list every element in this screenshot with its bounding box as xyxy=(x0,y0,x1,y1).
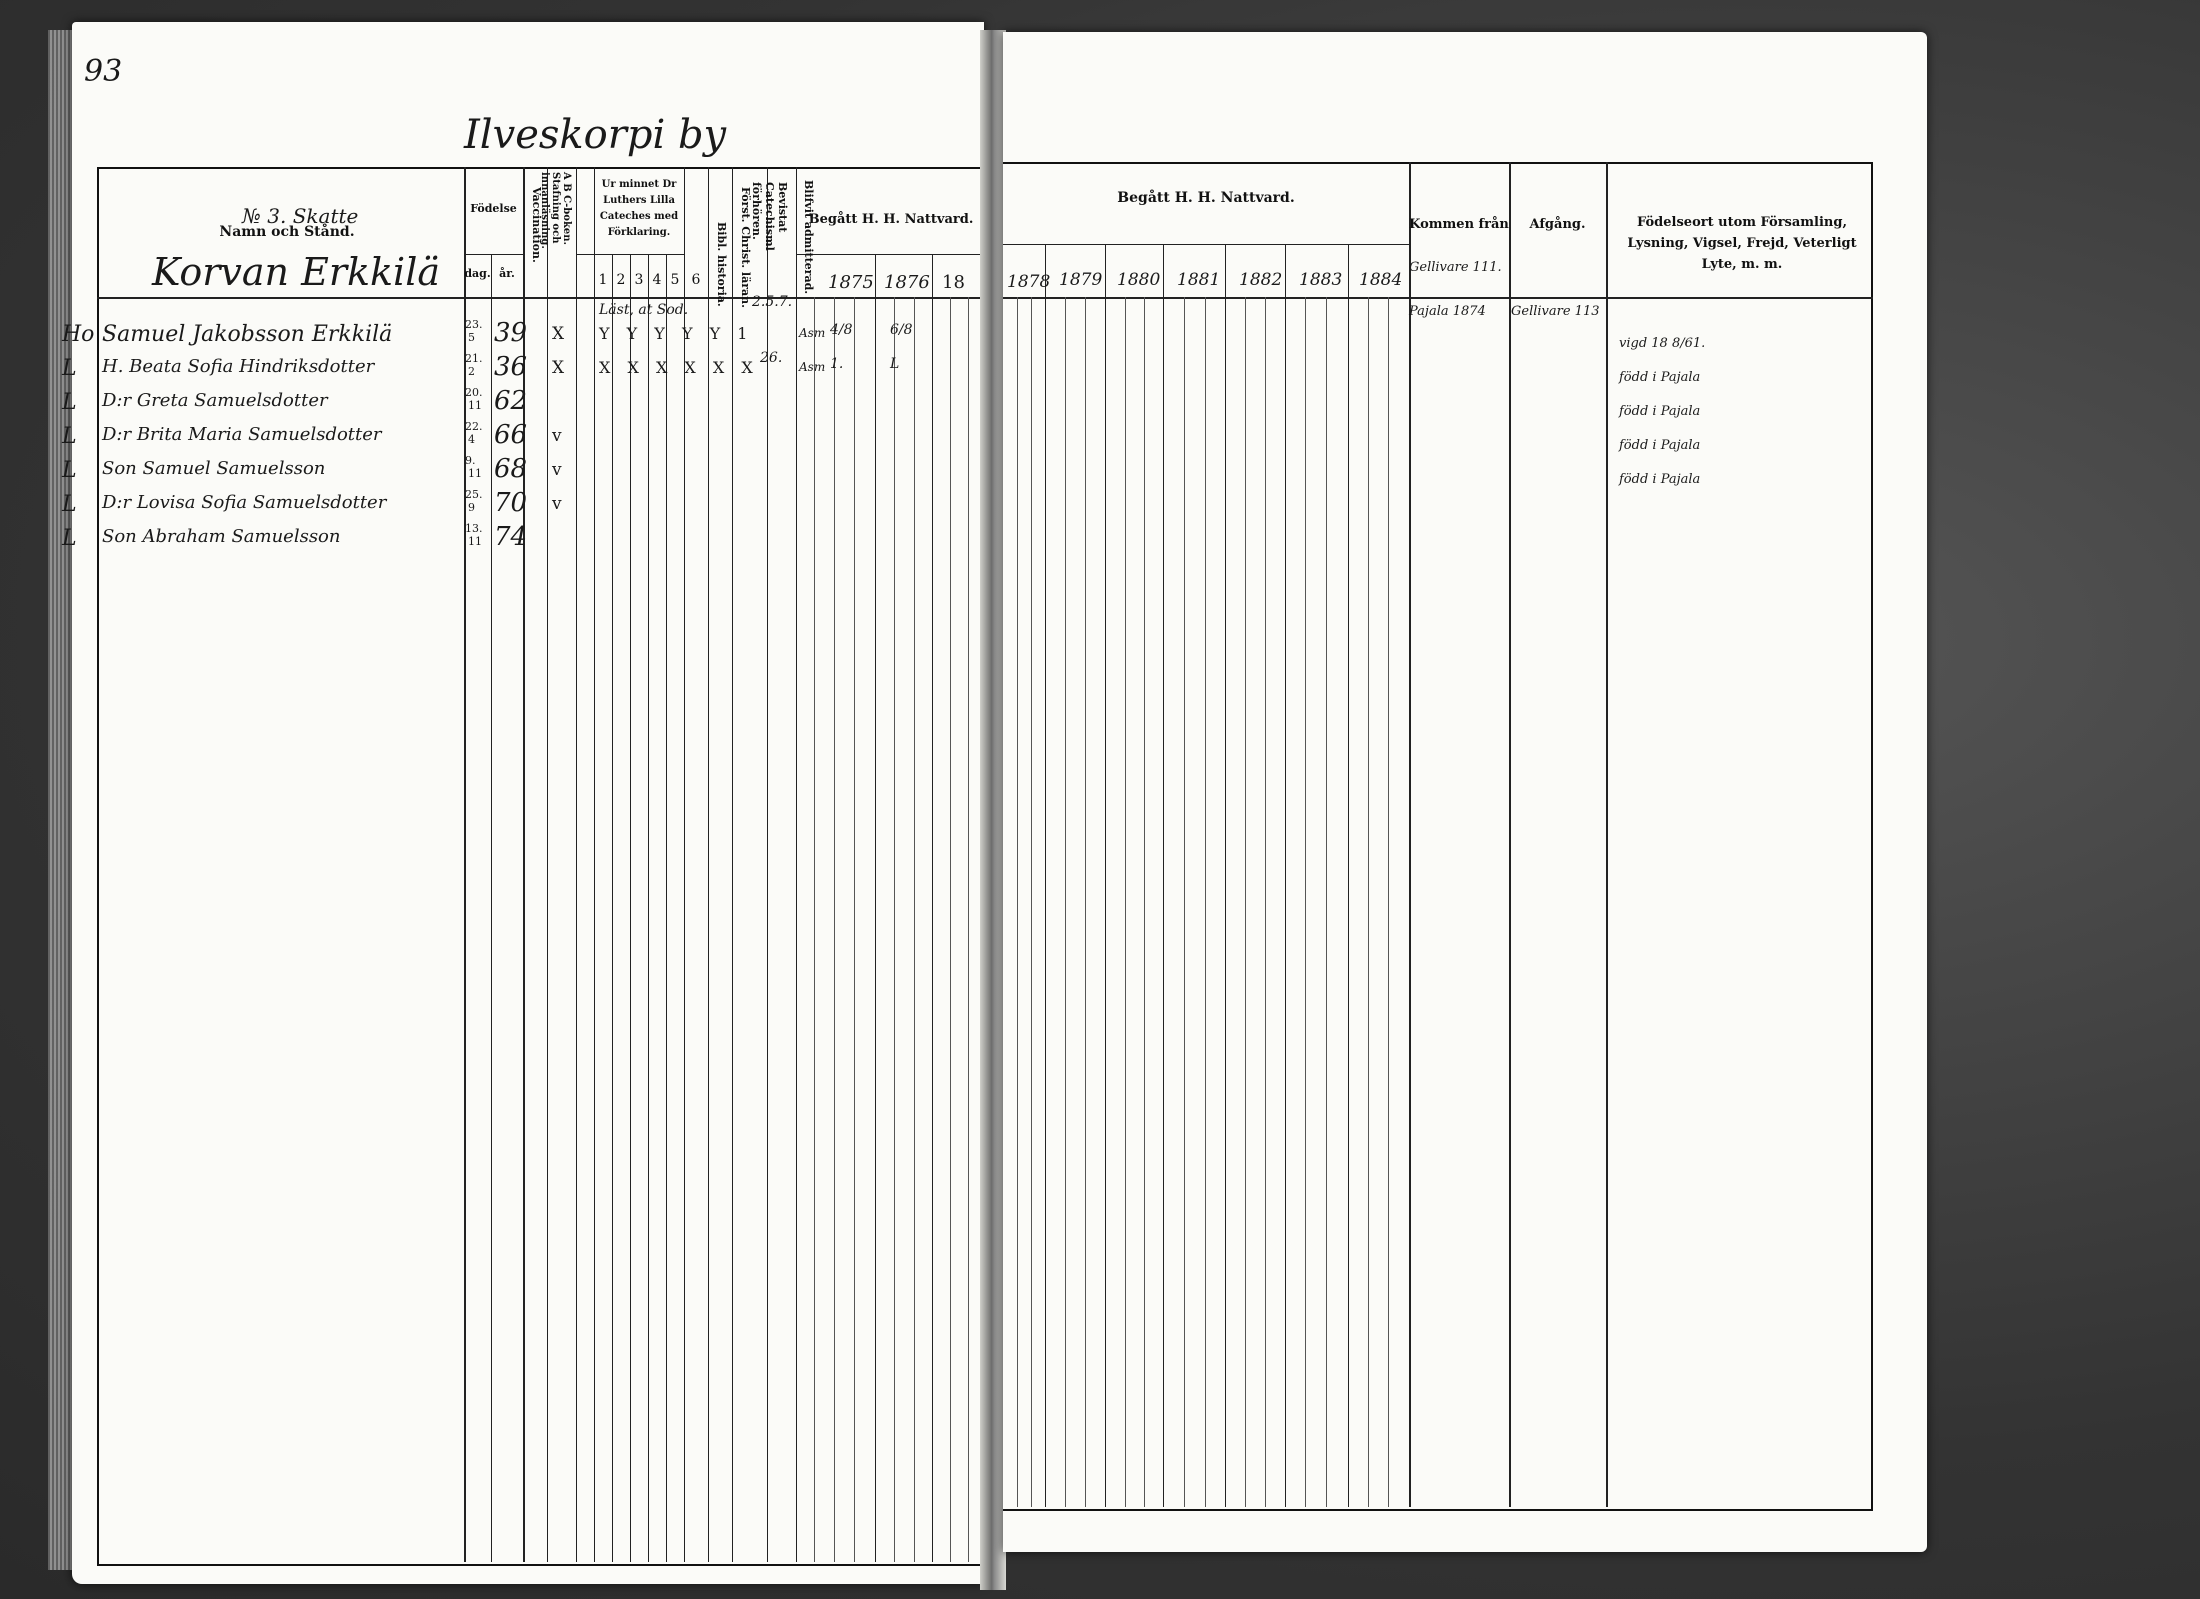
year-18: 18 xyxy=(942,272,965,293)
rule-line xyxy=(950,297,951,1562)
communion-1876: L xyxy=(890,356,900,372)
vaccination-mark: v xyxy=(552,494,562,514)
village-name: Ilveskorpi by xyxy=(464,112,727,158)
person-mark: Ho xyxy=(62,322,95,347)
year-1879: 1879 xyxy=(1059,270,1103,290)
rule-line xyxy=(1125,297,1126,1507)
communion-1876: 6/8 xyxy=(890,322,913,338)
rule-line xyxy=(854,297,855,1562)
left-page xyxy=(62,22,984,1584)
person-mark: L xyxy=(62,390,77,415)
year-1882: 1882 xyxy=(1239,270,1283,290)
birth-month: 11 xyxy=(468,467,482,480)
note-value: född i Pajala xyxy=(1619,404,1701,419)
year-1876: 1876 xyxy=(884,272,930,293)
birth-year: 62 xyxy=(494,386,528,416)
person-mark: L xyxy=(62,526,77,551)
col-line xyxy=(1409,162,1411,1507)
rule-line xyxy=(1205,297,1206,1507)
farm-name: Korvan Erkkilä xyxy=(152,250,441,294)
came-from-header: Kommen från xyxy=(1409,217,1509,232)
bevistat-value-1: 2.5.7. xyxy=(752,294,793,310)
catechism-marks: X X X X X X xyxy=(599,358,759,377)
cat-col-4: 4 xyxy=(652,272,662,288)
col-line xyxy=(666,254,667,1562)
col-line xyxy=(932,254,933,1562)
rule-line xyxy=(1388,297,1389,1507)
rule-line xyxy=(968,297,969,1562)
birth-year: 74 xyxy=(494,522,528,552)
col-line xyxy=(648,254,649,1562)
household-number: № 3. Skatte xyxy=(242,204,359,228)
person-name: D:r Brita Maria Samuelsdotter xyxy=(102,424,382,445)
note-value: vigd 18 8/61. xyxy=(1619,336,1706,351)
rule-line xyxy=(1305,297,1306,1507)
rule-line xyxy=(1265,297,1266,1507)
forst-header: Först. Christ. läran. xyxy=(739,187,752,308)
year-header: år. xyxy=(499,267,515,280)
departure-header: Afgång. xyxy=(1529,217,1586,232)
col-line xyxy=(875,254,876,1562)
birth-day: 20. xyxy=(465,386,483,399)
cat-sub-rule xyxy=(576,254,684,255)
vaccination-mark: v xyxy=(552,460,562,480)
person-name: D:r Lovisa Sofia Samuelsdotter xyxy=(102,492,387,513)
birth-month: 9 xyxy=(468,501,475,514)
col-line xyxy=(464,167,466,1562)
birth-day: 22. xyxy=(465,420,483,433)
birth-month: 2 xyxy=(468,365,475,378)
vaccination-header: Vaccination. xyxy=(530,187,543,263)
communion-header-right: Begått H. H. Nattvard. xyxy=(1117,190,1295,206)
person-mark: L xyxy=(62,424,77,449)
col-line xyxy=(491,254,492,1562)
admitted-value: Asm xyxy=(799,326,826,340)
col-line xyxy=(1105,244,1106,1507)
cat-col-2: 2 xyxy=(616,272,626,288)
col-line xyxy=(767,167,768,1562)
birth-day: 13. xyxy=(465,522,483,535)
day-header: dag. xyxy=(464,267,491,280)
birth-day: 23. xyxy=(465,318,483,331)
birth-year: 68 xyxy=(494,454,528,484)
col-line xyxy=(612,254,613,1562)
person-mark: L xyxy=(62,356,77,381)
communion-1875: 1. xyxy=(830,356,844,372)
catechism-marks: Y Y Y Y Y 1 xyxy=(599,324,754,343)
note-value: född i Pajala xyxy=(1619,472,1701,487)
book-spine-left xyxy=(48,30,74,1570)
person-name: Samuel Jakobsson Erkkilä xyxy=(102,322,393,347)
communion-header-left: Begått H. H. Nattvard. xyxy=(808,212,974,227)
rule-line xyxy=(1017,297,1018,1507)
came-from-value: Gellivare 111. xyxy=(1409,260,1502,275)
catechism-note: Läst, at Sod. xyxy=(599,302,689,318)
came-from-value: Pajala 1874 xyxy=(1409,304,1486,319)
bevistat-value-2: 26. xyxy=(760,350,783,366)
person-mark: L xyxy=(62,492,77,517)
birth-day: 21. xyxy=(465,352,483,365)
person-name: H. Beata Sofia Hindriksdotter xyxy=(102,356,375,377)
rule-line xyxy=(1031,297,1032,1507)
col-line xyxy=(1509,162,1511,1507)
rule-line xyxy=(914,297,915,1562)
page-number: 93 xyxy=(84,54,123,89)
col-line xyxy=(630,254,631,1562)
birth-month: 11 xyxy=(468,399,482,412)
person-name: D:r Greta Samuelsdotter xyxy=(102,390,328,411)
year-1884: 1884 xyxy=(1359,270,1403,290)
birth-day: 9. xyxy=(465,454,476,467)
communion-sub-rule xyxy=(796,254,986,255)
year-1875: 1875 xyxy=(828,272,874,293)
rule-line xyxy=(1326,297,1327,1507)
departure-value: Gellivare 113 xyxy=(1511,304,1600,319)
col-line xyxy=(576,167,577,1562)
birth-year: 70 xyxy=(494,488,528,518)
note-value: född i Pajala xyxy=(1619,370,1701,385)
cat-col-6: 6 xyxy=(691,272,701,288)
birth-month: 4 xyxy=(468,433,475,446)
bibl-header: Bibl. historia. xyxy=(715,222,728,307)
person-name: Son Abraham Samuelsson xyxy=(102,526,341,547)
right-page xyxy=(1003,32,1927,1552)
abc-header: A B C-boken. Stafning och innanläsning. xyxy=(539,172,572,249)
rule-line xyxy=(894,297,895,1562)
notes-header: Födelseort utom Församling, Lysning, Vigsel, Frejd, Veterligt Lyte, m. m. xyxy=(1627,215,1857,272)
rule-line xyxy=(834,297,835,1562)
cat-col-5: 5 xyxy=(670,272,680,288)
name-header: Namn och Stånd. xyxy=(219,224,355,240)
bevistat-header: Bevistat Catechisml förhören. xyxy=(750,182,789,251)
year-1883: 1883 xyxy=(1299,270,1343,290)
person-mark: L xyxy=(62,458,77,483)
rule-line xyxy=(1085,297,1086,1507)
col-line xyxy=(1348,244,1349,1507)
birth-month: 5 xyxy=(468,331,475,344)
communion-1875: 4/8 xyxy=(830,322,853,338)
right-ledger-frame xyxy=(1003,162,1873,1511)
vaccination-mark: X xyxy=(552,358,565,378)
rule-line xyxy=(1065,297,1066,1507)
admitted-header: Blifvit admitterad. xyxy=(802,180,815,295)
cat-col-3: 3 xyxy=(634,272,644,288)
col-line xyxy=(1163,244,1164,1507)
col-line xyxy=(796,167,797,1562)
birth-day: 25. xyxy=(465,488,483,501)
col-line xyxy=(1045,244,1046,1507)
birth-year: 36 xyxy=(494,352,528,382)
cat-col-1: 1 xyxy=(598,272,608,288)
rule-line xyxy=(1184,297,1185,1507)
birth-month: 11 xyxy=(468,535,482,548)
year-1881: 1881 xyxy=(1177,270,1221,290)
birth-header: Födelse xyxy=(470,202,517,215)
admitted-value: Asm xyxy=(799,360,826,374)
rule-line xyxy=(814,297,815,1562)
birth-sub-rule xyxy=(464,254,523,255)
note-value: född i Pajala xyxy=(1619,438,1701,453)
col-line xyxy=(1606,162,1608,1507)
col-line xyxy=(594,167,595,1562)
birth-year: 66 xyxy=(494,420,528,450)
year-1878: 1878 xyxy=(1007,272,1051,292)
rule-line xyxy=(1245,297,1246,1507)
year-1880: 1880 xyxy=(1117,270,1161,290)
header-bottom-rule-right xyxy=(1003,297,1873,299)
vaccination-mark: v xyxy=(552,426,562,446)
vaccination-mark: X xyxy=(552,324,565,344)
col-line xyxy=(1225,244,1226,1507)
person-name: Son Samuel Samuelsson xyxy=(102,458,326,479)
birth-year: 39 xyxy=(494,318,528,348)
rule-line xyxy=(1368,297,1369,1507)
col-line xyxy=(547,167,548,1562)
catechism-header: Ur minnet Dr Luthers Lilla Cateches med Förklaring. xyxy=(599,179,679,238)
rule-line xyxy=(1144,297,1145,1507)
col-line xyxy=(1285,244,1286,1507)
